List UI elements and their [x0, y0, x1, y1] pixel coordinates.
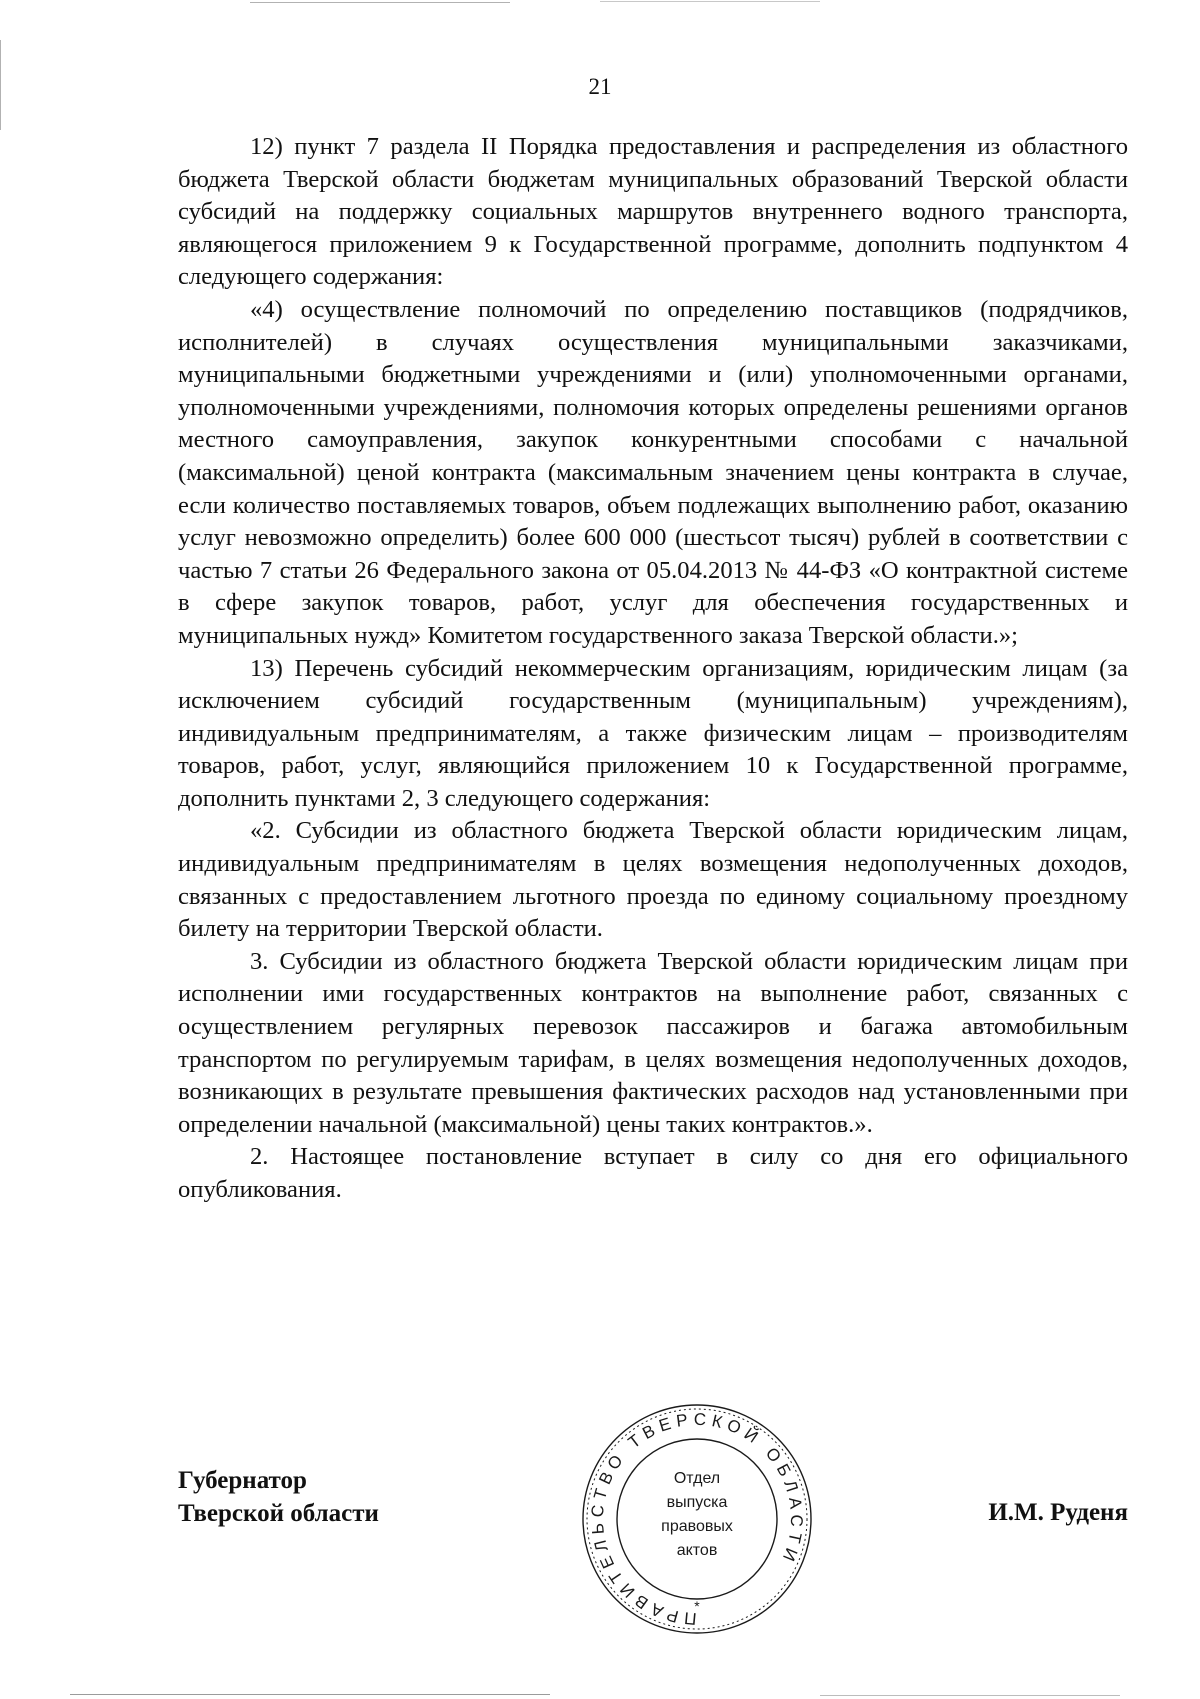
paragraph-item-12: 12) пункт 7 раздела II Порядка предоставления и распределения из областного бюджета Тверской области бюджетам муниципальных образований Тверской области субсидий на поддержку социальных маршрутов внутреннего водного транспорта, являющегося приложением 9 к Государственной программе, дополнить подпунктом 4 следующего содержания: [178, 133, 1128, 291]
stamp-ring-textpath: ПРАВИТЕЛЬСТВО ТВЕРСКОЙ ОБЛАСТИ [587, 1409, 807, 1629]
official-stamp [579, 1401, 815, 1637]
paragraph-item-13: 13) Перечень субсидий некоммерческим организациям, юридическим лицам (за исключением субсидий государственным (муниципальным) учреждениям), индивидуальным предпринимателям, а также физическим лицам – производителям товаров, работ, услуг, являющийся приложением 10 к Государственной программе, дополнить пунктами 2, 3 следующего содержания: [178, 654, 1128, 812]
signatory-name: И.М. Руденя [988, 1499, 1128, 1526]
scan-artifact-top [250, 2, 510, 3]
scan-artifact-bottom-2 [820, 1695, 1120, 1696]
stamp-center-line2: выпуска [666, 1494, 728, 1511]
signatory-title [178, 1464, 379, 1530]
paragraph-subitem-4: «4) осуществление полномочий по определению поставщиков (подрядчиков, исполнителей) в случаях осуществления муниципальными заказчиками, муниципальными бюджетными учреждениями и (или) уполномоченными органами, уполномоченными учреждениями, полномочия которых определены решениями органов местного самоуправления, закупок конкурентными способами с начальной (максимальной) ценой контракта (максимальным значением цены контракта в случае, если количество поставляемых товаров, объем подлежащих выполнению работ, оказанию услуг невозможно определить) более 600 000 (шестьсот тысяч) рублей в соответствии с частью 7 статьи 26 Федерального закона от 05.04.2013 № 44-ФЗ «О контрактной системе в сфере закупок товаров, работ, услуг для обеспечения государственных и муниципальных нужд» Комитетом государственного заказа Тверской области.»; [178, 295, 1128, 649]
signatory-title-line1: Губернатор [178, 1467, 307, 1494]
paragraph-point-3: 3. Субсидии из областного бюджета Тверской области юридическим лицам при исполнении ими государственных контрактов на выполнение работ, связанных с осуществлением регулярных перевозок пассажиров и багажа автомобильным транспортом по регулируемым тарифам, в целях возмещения недополученных доходов, возникающих в результате превышения фактических расходов над установленными при определении начальной (максимальной) цены таких контрактов.». [178, 947, 1128, 1138]
paragraph-effective-date: 2. Настоящее постановление вступает в силу со дня его официального опубликования. [178, 1143, 1128, 1203]
signatory-title-line2: Тверской области [178, 1500, 379, 1527]
stamp-center-line1: Отдел [673, 1470, 721, 1487]
page-number: 21 [588, 74, 612, 99]
scan-artifact-bottom [70, 1694, 550, 1695]
document-body [178, 131, 1128, 1207]
scan-artifact-top-2 [600, 1, 820, 2]
stamp-star: * [694, 1598, 700, 1614]
stamp-center-line4: актов [676, 1542, 718, 1559]
stamp-center-line3: правовых [661, 1518, 733, 1535]
paragraph-point-2: «2. Субсидии из областного бюджета Тверской области юридическим лицам, индивидуальным предпринимателям в целях возмещения недополученных доходов, связанных с предоставлением льготного проезда по единому социальному проездному билету на территории Тверской области. [178, 817, 1128, 943]
